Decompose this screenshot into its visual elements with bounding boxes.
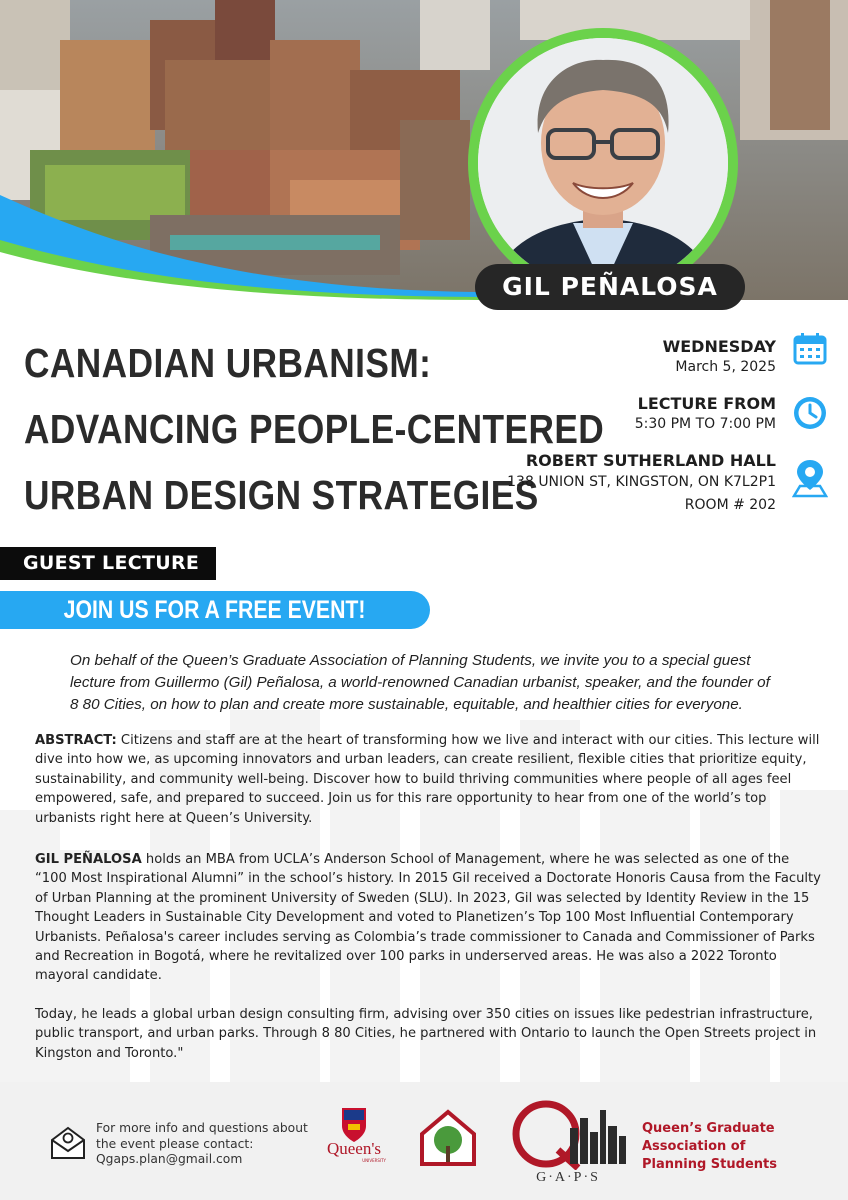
calendar-icon xyxy=(792,331,828,367)
venue-room: ROOM # 202 xyxy=(684,497,776,513)
abstract-paragraph xyxy=(35,731,825,828)
free-event-banner xyxy=(0,591,430,629)
venue-name: ROBERT SUTHERLAND HALL xyxy=(525,451,776,470)
contact-line-2: the event please contact: xyxy=(96,1136,254,1151)
queens-wordmark: Queen's xyxy=(326,1139,382,1158)
intro-paragraph: On behalf of the Queen’s Graduate Association of Planning Students, we invite you to a special guest lecture from Guillermo (Gil) Peñalosa, a world-renowned Canadian urbanist, speaker, and the founder of 8 80 Cities, on how to plan and create more sustainable, equitable, and healthier cities for everyone. xyxy=(70,652,770,713)
contact-info xyxy=(96,1121,311,1168)
today-paragraph: Today, he leads a global urban design consulting firm, advising over 350 cities on issues like pedestrian infrastructure, public transport, and urban parks. Through 8 80 Cities, he partnered with Ontario to launch the Open Streets project in Kingston and Toronto." xyxy=(35,1007,817,1061)
bio-label: GIL PEÑALOSA xyxy=(35,852,142,867)
abstract-label: ABSTRACT: xyxy=(35,733,117,748)
title-line-2: ADVANCING PEOPLE-CENTERED xyxy=(24,406,605,452)
clock-icon xyxy=(792,395,828,431)
event-time: 5:30 PM TO 7:00 PM xyxy=(634,416,776,432)
envelope-icon xyxy=(50,1126,86,1160)
contact-line-1: For more info and questions about xyxy=(96,1121,308,1135)
bio-text: holds an MBA from UCLA’s Anderson School of Management, where he was selected as one of the “100 Most Inspirational Alumni” in the school’s history. In 2015 Gil received a Doctorate Honoris Causa from the Faculty of Urban Planning at the prominent University of Sweden (SLU). In 2023, Gil was selected by Identity Review in the 15 Thought Leaders in Sustainable City Development and voted to Planetizen’s Top 100 Most Influential Contemporary Urbanists. Peñalosa's career includes serving as Colombia’s trade commissioner to Canada and Commissioner of Parks and Recreation in Bogotá, where he revitalized over 100 parks in underserved areas. He was also a 2022 Toronto mayoral candidate. xyxy=(35,852,821,984)
event-title xyxy=(24,330,605,528)
gaps-wordmark: G·A·P·S xyxy=(536,1170,600,1185)
org-line-1: Queen’s Graduate xyxy=(642,1121,775,1136)
house-tree-logo xyxy=(418,1108,478,1166)
contact-email[interactable]: Qgaps.plan@gmail.com xyxy=(96,1152,243,1166)
gaps-logo xyxy=(508,1100,628,1188)
queens-university-logo xyxy=(314,1106,394,1166)
gaps-org-name xyxy=(642,1120,822,1174)
event-day: WEDNESDAY xyxy=(662,337,776,356)
bio-paragraph xyxy=(35,850,825,986)
location-pin-icon xyxy=(792,458,828,494)
title-line-3: URBAN DESIGN STRATEGIES xyxy=(24,472,539,518)
title-line-1: CANADIAN URBANISM: xyxy=(24,340,432,386)
event-date: March 5, 2025 xyxy=(675,359,776,375)
speaker-name: GIL PEÑALOSA xyxy=(475,264,745,310)
queens-sub: UNIVERSITY xyxy=(362,1158,386,1163)
venue-address: 138 UNION ST, KINGSTON, ON K7L2P1 xyxy=(507,474,776,490)
time-label: LECTURE FROM xyxy=(637,394,776,413)
abstract-text: Citizens and staff are at the heart of transforming how we live and interact with our cities. This lecture will dive into how we, as upcoming innovators and urban leaders, can create resilient, flexible cities that prioritize equity, sustainability, and community well-being. Discover how to build thriving communities where people of all ages feel empowered, safe, and prepared to succeed. Join us for this rare opportunity to hear from one of the world’s top urbanists right here at Queen’s University. xyxy=(35,733,820,826)
free-event-text: JOIN US FOR A FREE EVENT! xyxy=(64,596,366,624)
guest-lecture-banner: GUEST LECTURE xyxy=(0,547,216,580)
org-line-2: Association of xyxy=(642,1139,746,1154)
speaker-portrait xyxy=(468,28,738,298)
org-line-3: Planning Students xyxy=(642,1157,777,1172)
